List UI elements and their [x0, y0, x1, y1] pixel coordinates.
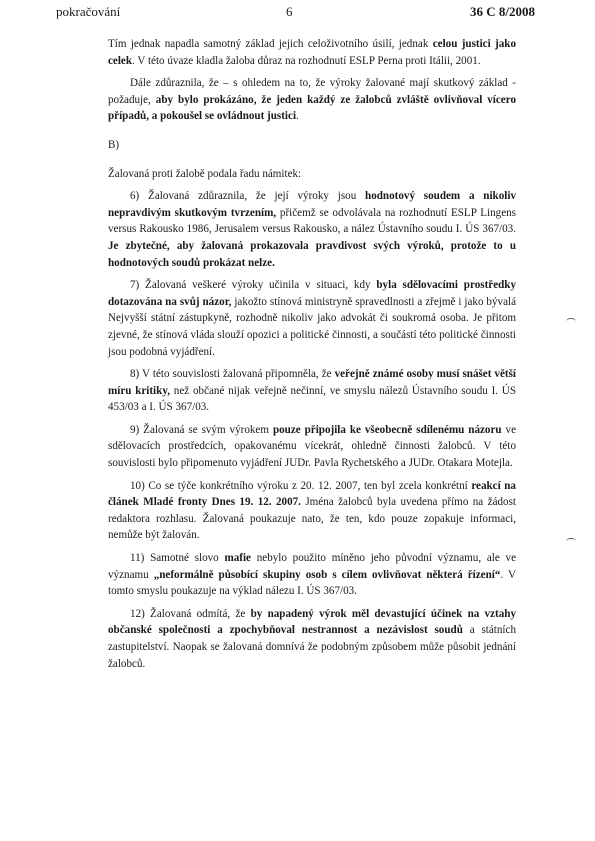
paragraph-objection-12 — [108, 606, 516, 672]
paragraph-2 — [108, 75, 516, 125]
text-run: 9) Žalovaná se svým výrokem — [130, 423, 273, 436]
text-run: . — [296, 110, 299, 123]
text-run: 6) Žalovaná zdůraznila, že její výroky jsou — [130, 190, 366, 203]
emphasized-text: by napadený výrok měl devastující účinek na vztahy občanské společnosti a zpochybňoval nestrannost a nezávislost soudů — [108, 607, 516, 637]
text-run: 10) Co se týče konkrétního výroku z 20. 12. 2007, ten byl zcela konkrétní — [130, 479, 472, 492]
text-run: než občané nijak veřejně nečinní, ve smyslu nálezů Ústavního soudu I. ÚS 453/03 a I. ÚS 367/03. — [108, 384, 516, 414]
paragraph-objection-9 — [108, 422, 516, 472]
paragraph-objections-intro — [108, 166, 516, 183]
paragraph-objection-10 — [108, 478, 516, 544]
emphasized-text: „neformálně působící skupiny osob s cílem ovlivňovat některá řízení“ — [153, 568, 501, 581]
paragraph-objection-8 — [108, 366, 516, 416]
emphasized-text: pouze připojila ke všeobecně sdílenému názoru — [272, 423, 502, 436]
header-case-number: 36 C 8/2008 — [470, 4, 535, 19]
text-run: Žalovaná proti žalobě podala řadu námitek: — [108, 167, 302, 180]
text-run: 11) Samotné slovo — [130, 552, 225, 565]
emphasized-text: reakcí na článek Mladé fronty Dnes 19. 12. 2007. — [108, 479, 516, 509]
scan-margin-mark — [566, 538, 576, 545]
paragraph-1 — [108, 36, 516, 69]
emphasized-text: hodnotový soudem a nikoliv nepravdivým skutkovým tvrzením, — [108, 190, 516, 219]
header-page-number: 6 — [286, 4, 293, 19]
paragraph-objection-7 — [108, 277, 516, 360]
text-run: . V tomto smyslu poukazuje na výklad nálezu I. ÚS 367/03. — [108, 568, 517, 598]
text-run: a státních zastupitelství. Naopak se žalovaná domnívá že podobným způsobem může působit jednání žalobců. — [108, 624, 516, 670]
text-run: 8) V této souvislosti žalovaná připomněla, že — [130, 368, 335, 381]
text-run: přičemž se odvolávala na rozhodnutí ESLP Lingens versus Rakousko 1986, Jerusalem versus Rakousko, a nález Ústavního soudu I. ÚS 367/03. — [108, 206, 516, 236]
text-run: . V této úvaze kladla žaloba důraz na rozhodnutí ESLP Perna proti Itálii, 2001. — [132, 54, 481, 67]
text-run: Jména žalobců byla uvedena přímo na žádost redaktora rozhlasu. Žalovaná poukazuje nato, že ten, kdo pouze zopakuje informaci, nemůže být žalován. — [108, 496, 516, 542]
text-run: Dále zdůraznila, že – s ohledem na to, že výroky žalované mají skutkový základ - požaduje, — [108, 77, 516, 106]
section-heading: B) — [108, 138, 120, 151]
emphasized-text: mafie — [224, 552, 251, 565]
text-run: ve sdělovacích prostředcích, opakovanému vícekrát, ohledně činnosti žalobců. V této souvislosti bylo připomenuto vyjádření JUDr. Pavla Rychetského a JUDr. Otakara Motejla. — [108, 423, 516, 470]
text-run: 7) Žalovaná veškeré výroky učinila v situaci, kdy — [130, 279, 377, 292]
emphasized-text: Je zbytečné, aby žalovaná prokazovala pravdivost svých výroků, protože to u hodnotových soudů prokázat nelze. — [108, 239, 516, 269]
scan-margin-mark — [566, 318, 576, 325]
emphasized-text: veřejně známé osoby musí snášet větší míru kritiky, — [108, 368, 516, 397]
header-continuation: pokračování — [56, 4, 121, 19]
emphasized-text: celou justici jako celek — [108, 38, 516, 67]
text-run: nebylo použito míněno jeho původní významu, ale ve významu — [108, 552, 516, 581]
text-run: jakožto stínová ministryně spravedlnosti a zřejmě i jako bývalá Nejvyšší státní zástupkyně, rozhodně nikoliv jako advokát či soukromá osoba. Je přitom zjevné, že stínová vláda slouží opozici a politické činnosti, a součástí této politické činnosti jsou podobná vyjádření. — [108, 295, 516, 358]
paragraph-objection-6 — [108, 188, 516, 271]
paragraph-objection-11 — [108, 550, 516, 600]
emphasized-text: byla sdělovacími prostředky dotazována na svůj názor, — [108, 279, 516, 308]
emphasized-text: aby bylo prokázáno, že jeden každý ze žalobců zvláště ovlivňoval vícero případů, a pokoušel se ovládnout justici — [108, 93, 516, 123]
text-run: 12) Žalovaná odmítá, že — [130, 607, 251, 620]
document-body — [108, 36, 516, 678]
text-run: Tím jednak napadla samotný základ jejich celoživotního úsilí, jednak — [108, 38, 433, 50]
